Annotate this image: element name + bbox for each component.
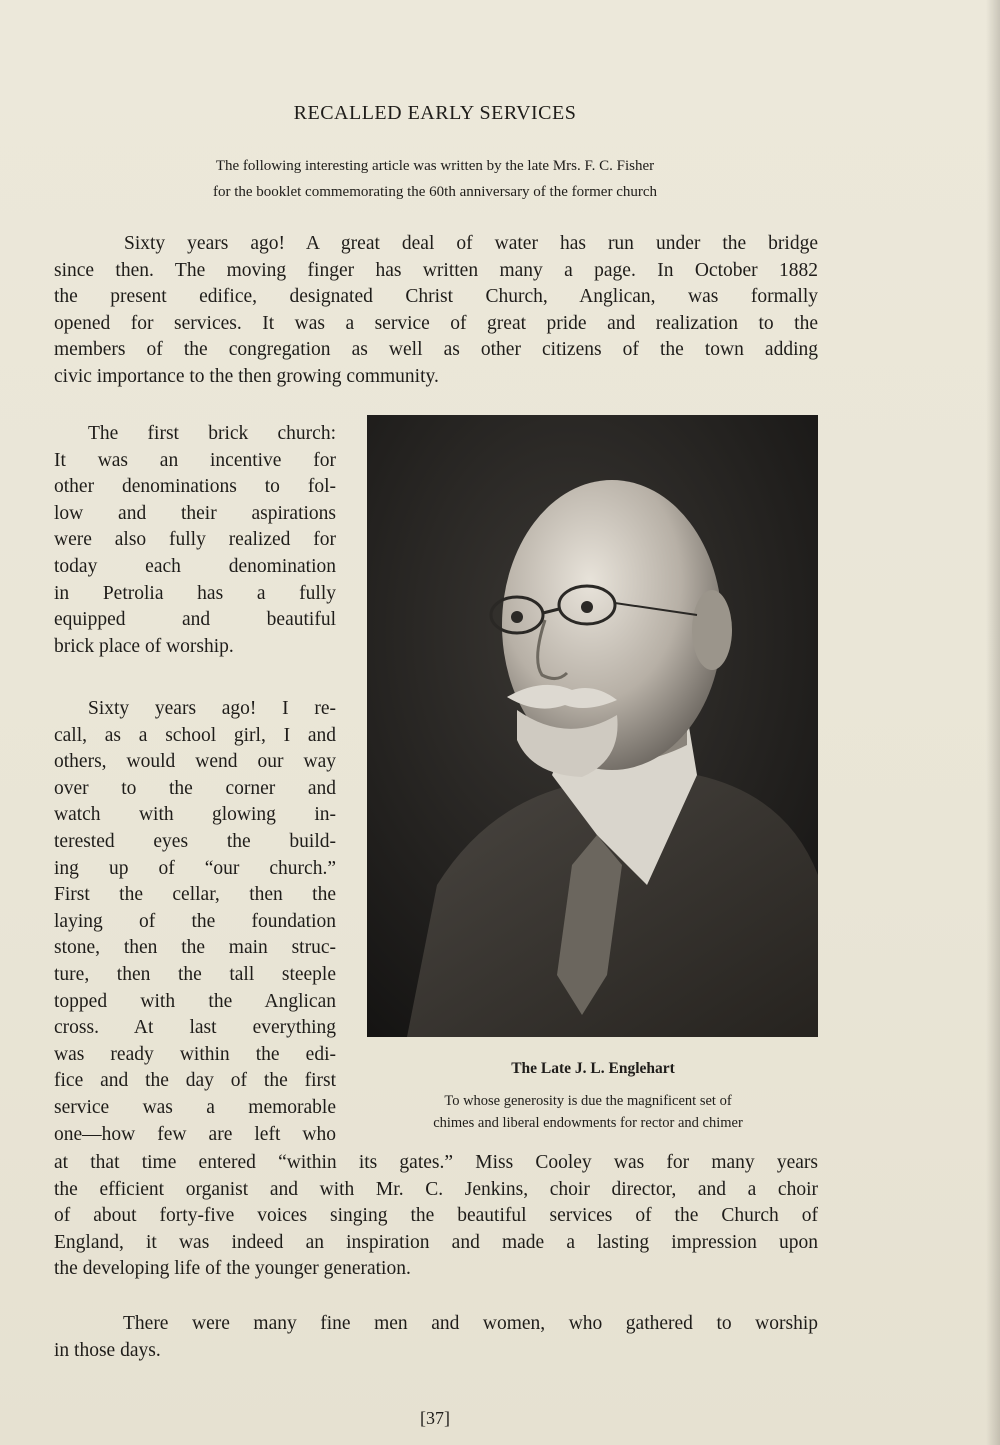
- text-line: equipped and beautiful: [54, 609, 336, 631]
- intro-line: The following interesting article was written by the late Mrs. F. C. Fisher: [215, 158, 655, 174]
- text-line: others, would wend our way: [54, 751, 336, 773]
- text-line: members of the congregation as well as other citizens of the town adding: [54, 339, 818, 361]
- text-line: There were many fine men and women, who gathered to worship: [123, 1313, 818, 1334]
- text-line: The first brick church:: [88, 423, 336, 444]
- text-line: was ready within the edi-: [54, 1043, 336, 1065]
- text-line: fice and the day of the first: [54, 1070, 336, 1092]
- text-line: in Petrolia has a fully: [54, 582, 336, 604]
- intro-line: for the booklet commemorating the 60th anniversary of the former church: [212, 184, 658, 200]
- text-line: First the cellar, then the: [54, 884, 336, 906]
- text-line: the developing life of the younger generation.: [54, 1258, 411, 1280]
- text-line: ing up of “our church.”: [54, 857, 336, 879]
- text-line: at that time entered “within its gates.” Miss Cooley was for many years: [54, 1152, 818, 1173]
- text-line: call, as a school girl, I and: [54, 724, 336, 746]
- text-line: other denominations to fol-: [54, 476, 336, 498]
- text-line: terested eyes the build-: [54, 830, 336, 852]
- text-line: were also fully realized for: [54, 529, 336, 551]
- caption-line: chimes and liberal endowments for rector and chimer: [433, 1115, 743, 1131]
- photo-caption-title: The Late J. L. Englehart: [511, 1060, 675, 1077]
- text-line: of about forty-five voices singing the beautiful services of the Church of: [54, 1205, 818, 1227]
- text-line: Sixty years ago! I re-: [88, 698, 336, 719]
- paragraph-school-girl: [54, 696, 336, 1148]
- text-line: brick place of worship.: [54, 635, 234, 657]
- text-line: topped with the Anglican: [54, 990, 336, 1012]
- photo-caption: [356, 1090, 820, 1134]
- text-line: one—how few are left who: [54, 1123, 336, 1145]
- page-number: [37]: [420, 1408, 450, 1428]
- paragraph-organist-choir: [54, 1150, 818, 1283]
- text-line: cross. At last everything: [54, 1017, 336, 1039]
- text-line: in those days.: [54, 1339, 161, 1361]
- text-line: Sixty years ago! A great deal of water has run under the bridge: [124, 233, 818, 254]
- text-line: opened for services. It was a service of great pride and realization to the: [54, 312, 818, 334]
- text-line: the efficient organist and with Mr. C. Jenkins, choir director, and a choir: [54, 1178, 818, 1200]
- text-line: today each denomination: [54, 555, 336, 577]
- text-line: service was a memorable: [54, 1096, 336, 1118]
- text-line: the present edifice, designated Christ Church, Anglican, was formally: [54, 286, 818, 308]
- page-heading: RECALLED EARLY SERVICES: [293, 102, 577, 124]
- caption-line: To whose generosity is due the magnificent set of: [444, 1093, 732, 1109]
- portrait-illustration: [367, 415, 818, 1037]
- text-line: laying of the foundation: [54, 910, 336, 932]
- text-line: civic importance to the then growing community.: [54, 365, 439, 387]
- text-line: England, it was indeed an inspiration and made a lasting impression upon: [54, 1231, 818, 1253]
- text-line: since then. The moving finger has written many a page. In October 1882: [54, 259, 818, 281]
- text-line: It was an incentive for: [54, 449, 336, 471]
- paragraph-fine-men-women: [54, 1311, 818, 1364]
- text-line: watch with glowing in-: [54, 804, 336, 826]
- text-line: low and their aspirations: [54, 502, 336, 524]
- text-line: ture, then the tall steeple: [54, 963, 336, 985]
- paragraph-sixty-years: [54, 231, 818, 391]
- text-line: stone, then the main struc-: [54, 937, 336, 959]
- paragraph-first-brick-church: [54, 421, 336, 660]
- intro-note: [54, 153, 816, 205]
- portrait-photo: [367, 415, 818, 1037]
- text-line: over to the corner and: [54, 777, 336, 799]
